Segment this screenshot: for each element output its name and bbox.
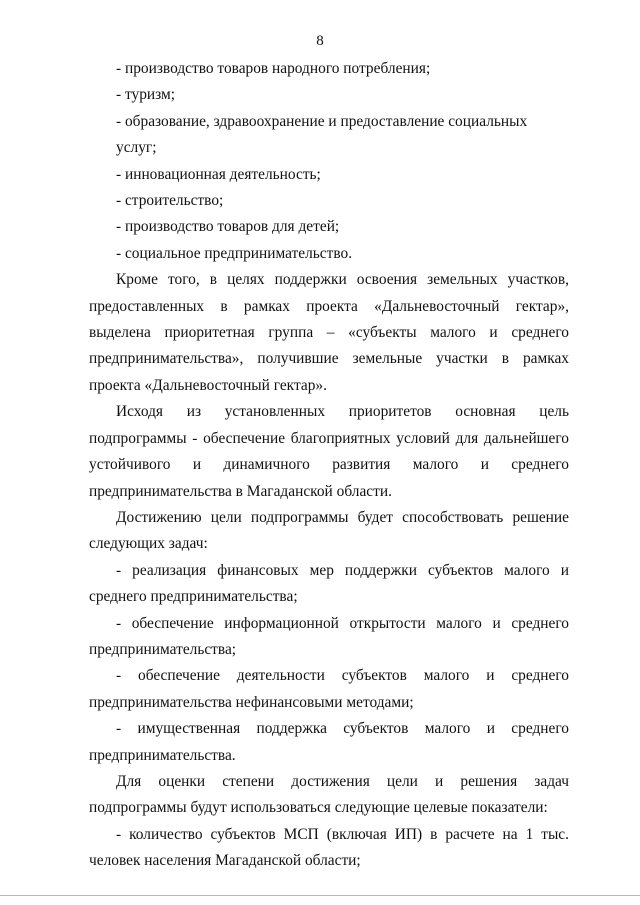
paragraph-priority-group: Кроме того, в целях поддержки освоения земельных участков, предоставленных в рамках проекта «Дальневосточный гектар», выделена приоритетная группа – «субъекты малого и среднего предпринимательства», получившие земельные участки в рамках проекта «Дальневосточный гектар». (89, 271, 569, 394)
paragraph-indicators-intro: Для оценки степени достижения цели и решения задач подпрограммы будут использоваться следующие целевые показатели: (89, 772, 569, 817)
task-item: - обеспечение деятельности субъектов малого и среднего предпринимательства нефинансовыми методами; (89, 667, 569, 711)
list-item: - образование, здравоохранение и предоставление социальных услуг; (116, 112, 528, 157)
paragraph-main-goal: Исходя из установленных приоритетов основная цель подпрограммы - обеспечение благоприятных условий для дальнейшего устойчивого и динамичного развития малого и среднего предпринимательства в Магаданской области. (89, 403, 569, 500)
list-item: - производство товаров народного потребления; (116, 60, 431, 77)
scan-bottom-edge (0, 895, 640, 896)
list-item: - строительство; (116, 192, 224, 210)
task-item: - имущественная поддержка субъектов малого и среднего предпринимательства. (89, 720, 569, 764)
page-number: 8 (316, 33, 324, 49)
list-item: - инновационная деятельность; (116, 165, 321, 183)
list-item: - производство товаров для детей; (116, 218, 340, 236)
indicator-item: - количество субъектов МСП (включая ИП) в расчете на 1 тыс. человек населения Магаданской области; (89, 825, 569, 870)
list-item: - туризм; (116, 86, 175, 104)
task-item: - реализация финансовых мер поддержки субъектов малого и среднего предпринимательства; (89, 561, 569, 606)
list-item: - социальное предпринимательство. (116, 244, 353, 262)
document-body (89, 56, 569, 875)
paragraph-tasks-intro: Достижению цели подпрограммы будет способствовать решение следующих задач: (89, 508, 569, 553)
task-item: - обеспечение информационной открытости малого и среднего предпринимательства; (89, 614, 569, 658)
